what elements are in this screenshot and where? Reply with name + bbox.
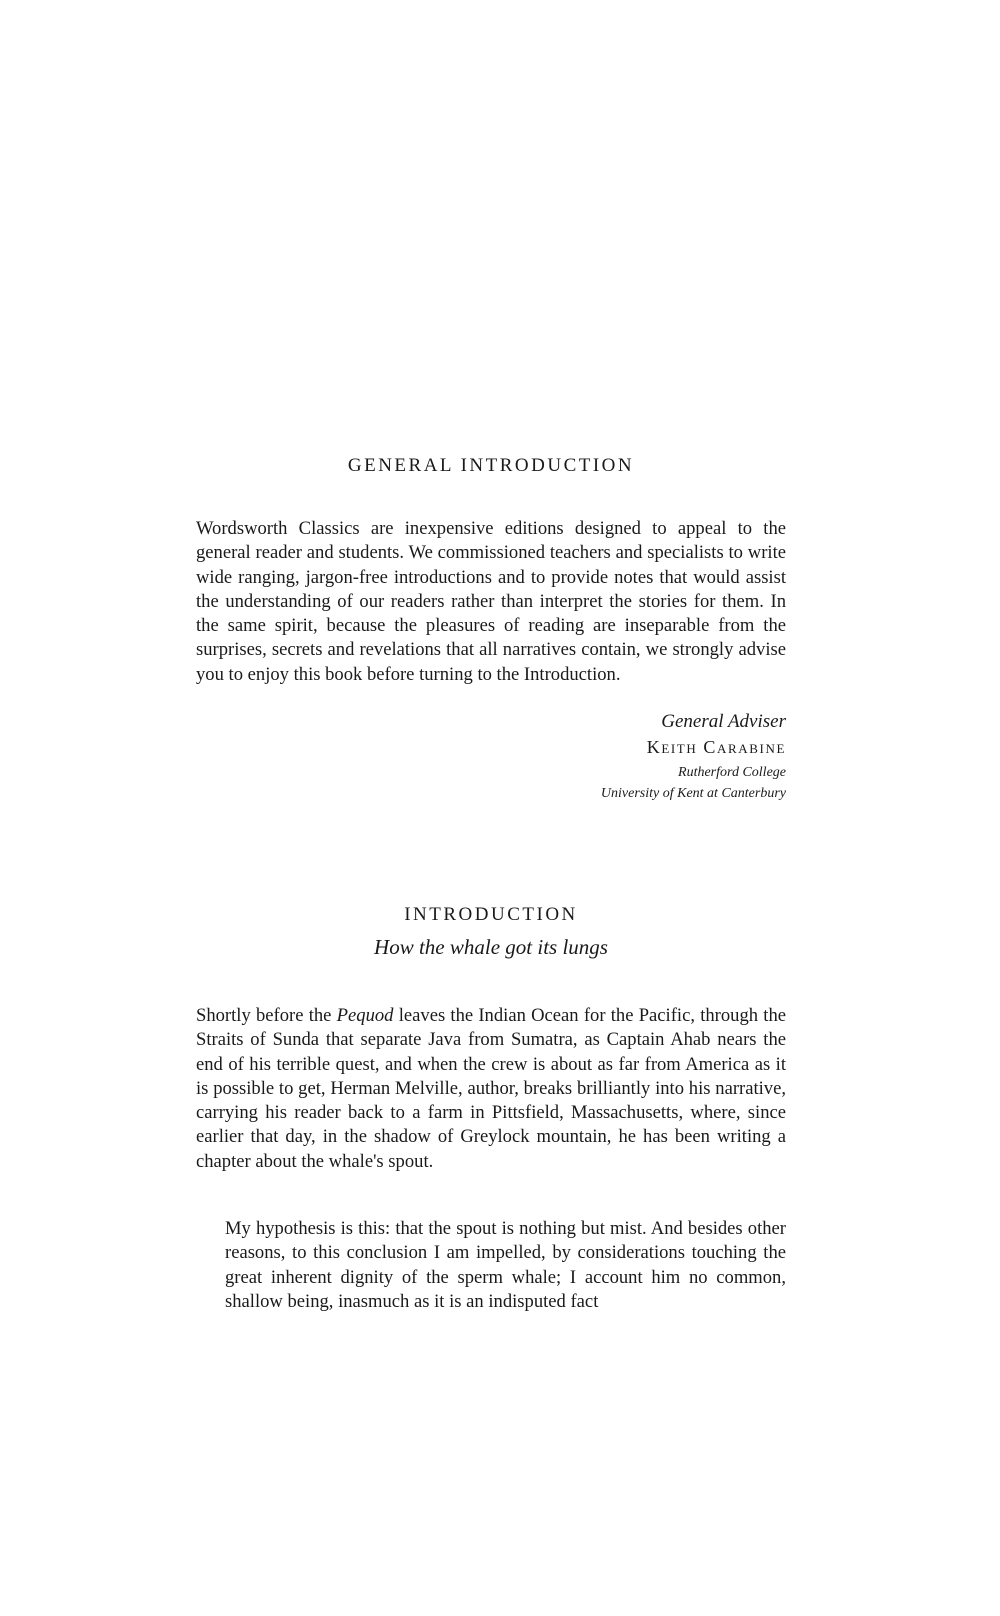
- introduction-paragraph: [196, 1004, 786, 1174]
- adviser-role: General Adviser: [661, 711, 786, 732]
- adviser-university: University of Kent at Canterbury: [600, 786, 786, 801]
- general-introduction-heading: GENERAL INTRODUCTION: [347, 455, 635, 476]
- introduction-text-before-ship: Shortly before the: [196, 1005, 337, 1026]
- general-introduction-paragraph: Wordsworth Classics are inexpensive editions designed to appeal to the general reader and students. We commissioned teachers and specialists to write wide ranging, jargon-free introductions and to provide notes that would assist the understanding of our readers rather than interpret the stories for them. In the same spirit, because the pleasures of reading are inseparable from the surprises, secrets and revelations that all narratives contain, we strongly advise you to enjoy this book before turning to the Introduction.: [196, 518, 786, 685]
- block-quote: My hypothesis is this: that the spout is nothing but mist. And besides other reasons, to this conclusion I am impelled, by considerations touching the great inherent dignity of the sperm whale; I account him no common, shallow being, inasmuch as it is an indisputed fact: [225, 1218, 786, 1312]
- introduction-subtitle: How the whale got its lungs: [374, 935, 608, 959]
- introduction-heading: INTRODUCTION: [404, 904, 578, 925]
- book-page: [196, 0, 786, 1616]
- ship-name: Pequod: [336, 1005, 394, 1026]
- adviser-name: Keith Carabine: [646, 737, 786, 757]
- adviser-college: Rutherford College: [678, 765, 786, 780]
- introduction-text-after-ship: leaves the Indian Ocean for the Pacific, through the Straits of Sunda that separate Java from Sumatra, as Captain Ahab nears the end of his terrible quest, and when the crew is about as far from America as it is possible to get, Herman Melville, author, breaks brilliantly into his narrative, carrying his reader back to a farm in Pittsfield, Massachusetts, where, since earlier that day, in the shadow of Greylock mountain, he has been writing a chapter about the whale's spout.: [196, 1005, 786, 1172]
